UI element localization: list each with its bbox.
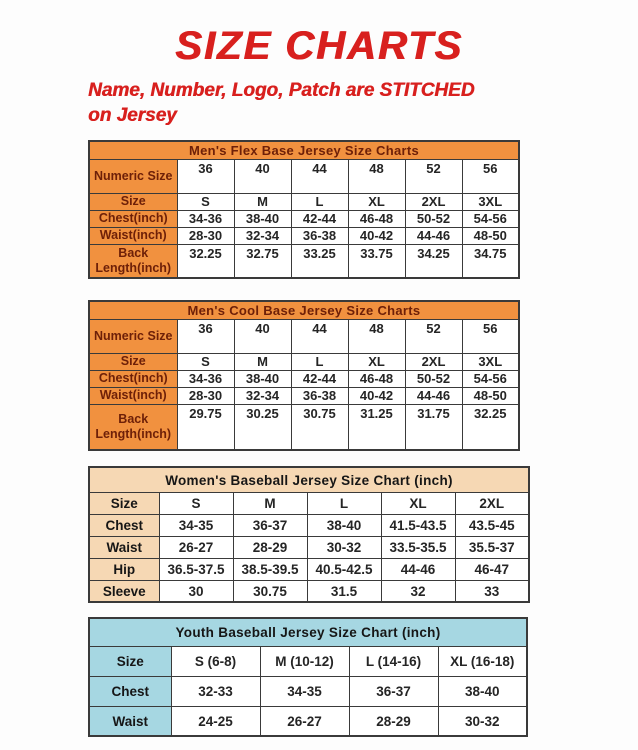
table-cell: S <box>177 193 234 210</box>
table-cell: 36-37 <box>349 676 438 706</box>
table-cell: 24-25 <box>171 706 260 736</box>
table-cell: 26-27 <box>260 706 349 736</box>
table-cell: 44-46 <box>405 227 462 244</box>
table-row <box>89 227 519 244</box>
table-cell: 26-27 <box>159 536 233 558</box>
table-row <box>89 370 519 387</box>
table-cell: S <box>159 492 233 514</box>
table-cell: 44-46 <box>405 387 462 404</box>
row-label: Back Length(inch) <box>89 244 177 278</box>
mens-cool-base-size-table <box>88 300 520 451</box>
table-cell: 38-40 <box>234 210 291 227</box>
table-cell: 32-33 <box>171 676 260 706</box>
table-cell: 28-30 <box>177 387 234 404</box>
table-cell: 56 <box>462 159 519 193</box>
table-cell: 46-47 <box>455 558 529 580</box>
table-title-row <box>89 141 519 159</box>
table-cell: 33.25 <box>291 244 348 278</box>
table-cell: 36 <box>177 319 234 353</box>
table-cell: L (14-16) <box>349 646 438 676</box>
table-cell: 40 <box>234 319 291 353</box>
table-cell: 32-34 <box>234 387 291 404</box>
table-cell: XL <box>348 193 405 210</box>
row-label: Chest(inch) <box>89 370 177 387</box>
table-cell: 48 <box>348 159 405 193</box>
table-cell: 28-29 <box>233 536 307 558</box>
table-cell: 36-37 <box>233 514 307 536</box>
table-row <box>89 319 519 353</box>
table-cell: 34.25 <box>405 244 462 278</box>
table-cell: 2XL <box>455 492 529 514</box>
table-cell: 28-30 <box>177 227 234 244</box>
table-cell: 34-35 <box>159 514 233 536</box>
table-row <box>89 210 519 227</box>
table-cell: 46-48 <box>348 210 405 227</box>
table-cell: 31.25 <box>348 404 405 450</box>
table-cell: 34-36 <box>177 370 234 387</box>
table-cell: S (6-8) <box>171 646 260 676</box>
row-label: Sleeve <box>89 580 159 602</box>
table-cell: 38-40 <box>438 676 527 706</box>
subtitle-line-1: Name, Number, Logo, Patch are STITCHED <box>88 80 475 101</box>
youth-baseball-size-table <box>88 617 528 737</box>
table-cell: 36.5-37.5 <box>159 558 233 580</box>
table-cell: 56 <box>462 319 519 353</box>
table-cell: 2XL <box>405 353 462 370</box>
table-cell: 29.75 <box>177 404 234 450</box>
table-cell: L <box>291 193 348 210</box>
table-cell: 50-52 <box>405 370 462 387</box>
table-cell: 44-46 <box>381 558 455 580</box>
table-row <box>89 193 519 210</box>
table-cell: 32.25 <box>177 244 234 278</box>
table-cell: XL (16-18) <box>438 646 527 676</box>
table-cell: 46-48 <box>348 370 405 387</box>
table-cell: 30-32 <box>438 706 527 736</box>
table-cell: 42-44 <box>291 370 348 387</box>
table-cell: 54-56 <box>462 370 519 387</box>
table-cell: 52 <box>405 319 462 353</box>
table-cell: 38.5-39.5 <box>233 558 307 580</box>
table-cell: 36 <box>177 159 234 193</box>
table-cell: 33 <box>455 580 529 602</box>
table-cell: 32 <box>381 580 455 602</box>
table-cell: XL <box>381 492 455 514</box>
table-cell: 42-44 <box>291 210 348 227</box>
table-cell: M <box>234 353 291 370</box>
row-label: Numeric Size <box>89 319 177 353</box>
table-cell: XL <box>348 353 405 370</box>
womens-baseball-size-table <box>88 466 530 603</box>
table-cell: 32-34 <box>234 227 291 244</box>
table-row <box>89 706 527 736</box>
table-row <box>89 244 519 278</box>
table-cell: 30.75 <box>233 580 307 602</box>
table-cell: 32.25 <box>462 404 519 450</box>
table-row <box>89 387 519 404</box>
table-row <box>89 580 529 602</box>
table-row <box>89 646 527 676</box>
table-row <box>89 492 529 514</box>
table-cell: 30.25 <box>234 404 291 450</box>
table-cell: 43.5-45 <box>455 514 529 536</box>
table-cell: 48 <box>348 319 405 353</box>
table-cell: 3XL <box>462 353 519 370</box>
table-cell: 54-56 <box>462 210 519 227</box>
table-cell: 40 <box>234 159 291 193</box>
row-label: Hip <box>89 558 159 580</box>
table-cell: 3XL <box>462 193 519 210</box>
row-label: Chest(inch) <box>89 210 177 227</box>
row-label: Waist <box>89 536 159 558</box>
table-title-row <box>89 467 529 492</box>
row-label: Size <box>89 646 171 676</box>
table-cell: 48-50 <box>462 387 519 404</box>
table-cell: 40-42 <box>348 387 405 404</box>
table-title-row <box>89 301 519 319</box>
table-cell: 33.5-35.5 <box>381 536 455 558</box>
row-label: Numeric Size <box>89 159 177 193</box>
table-cell: 28-29 <box>349 706 438 736</box>
table-cell: 33.75 <box>348 244 405 278</box>
table-cell: 36-38 <box>291 387 348 404</box>
row-label: Size <box>89 193 177 210</box>
table-row <box>89 353 519 370</box>
table-title-row <box>89 618 527 646</box>
table-cell: 41.5-43.5 <box>381 514 455 536</box>
table-title: Men's Flex Base Jersey Size Charts <box>89 141 519 159</box>
subtitle-line-2: on Jersey <box>88 104 177 126</box>
table-cell: 30 <box>159 580 233 602</box>
table-cell: 38-40 <box>234 370 291 387</box>
table-cell: L <box>291 353 348 370</box>
table-cell: 50-52 <box>405 210 462 227</box>
table-row <box>89 159 519 193</box>
row-label: Size <box>89 492 159 514</box>
table-cell: 48-50 <box>462 227 519 244</box>
table-cell: 31.75 <box>405 404 462 450</box>
table-row <box>89 558 529 580</box>
table-row <box>89 404 519 450</box>
table-cell: M <box>233 492 307 514</box>
table-cell: 30-32 <box>307 536 381 558</box>
table-row <box>89 514 529 536</box>
table-cell: S <box>177 353 234 370</box>
row-label: Chest <box>89 676 171 706</box>
table-cell: 34-36 <box>177 210 234 227</box>
table-cell: 34.75 <box>462 244 519 278</box>
page-title: SIZE CHARTS <box>175 24 463 68</box>
table-cell: 30.75 <box>291 404 348 450</box>
table-cell: 31.5 <box>307 580 381 602</box>
table-cell: L <box>307 492 381 514</box>
row-label: Back Length(inch) <box>89 404 177 450</box>
table-title: Youth Baseball Jersey Size Chart (inch) <box>89 618 527 646</box>
table-cell: 35.5-37 <box>455 536 529 558</box>
mens-flex-base-size-table <box>88 140 520 279</box>
table-cell: M <box>234 193 291 210</box>
page-subtitle <box>88 79 638 128</box>
table-title: Men's Cool Base Jersey Size Charts <box>89 301 519 319</box>
row-label: Waist(inch) <box>89 387 177 404</box>
table-cell: 40-42 <box>348 227 405 244</box>
table-title: Women's Baseball Jersey Size Chart (inch) <box>89 467 529 492</box>
table-cell: 40.5-42.5 <box>307 558 381 580</box>
row-label: Waist(inch) <box>89 227 177 244</box>
table-cell: 2XL <box>405 193 462 210</box>
table-row <box>89 536 529 558</box>
table-cell: 36-38 <box>291 227 348 244</box>
row-label: Waist <box>89 706 171 736</box>
table-cell: M (10-12) <box>260 646 349 676</box>
row-label: Size <box>89 353 177 370</box>
table-cell: 52 <box>405 159 462 193</box>
row-label: Chest <box>89 514 159 536</box>
table-cell: 34-35 <box>260 676 349 706</box>
table-cell: 38-40 <box>307 514 381 536</box>
table-cell: 44 <box>291 319 348 353</box>
table-cell: 32.75 <box>234 244 291 278</box>
table-row <box>89 676 527 706</box>
table-cell: 44 <box>291 159 348 193</box>
